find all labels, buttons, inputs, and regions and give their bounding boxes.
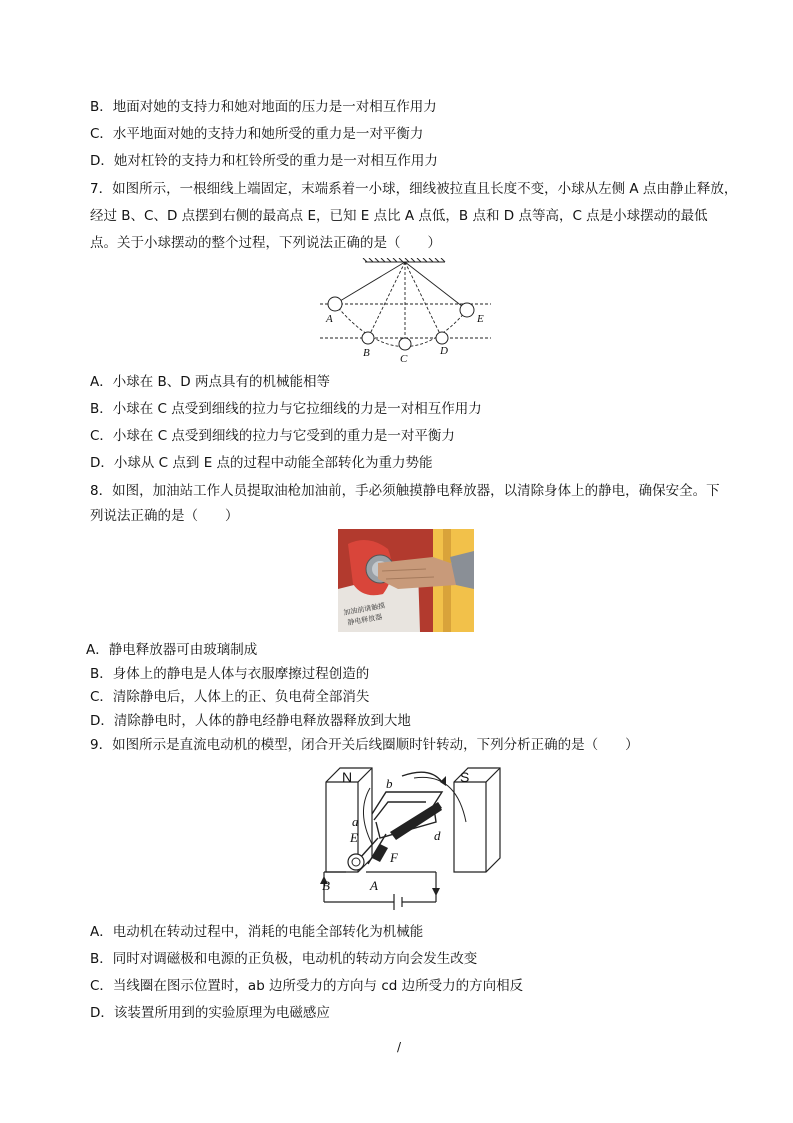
q6-option-d: D．她对杠铃的支持力和杠铃所受的重力是一对相互作用力 xyxy=(90,153,438,169)
q6-option-c: C．水平地面对她的支持力和她所受的重力是一对平衡力 xyxy=(90,126,424,142)
static-discharger-photo xyxy=(338,529,474,632)
pendulum-figure xyxy=(315,258,495,368)
q8-option-c: C．清除静电后，人体上的正、负电荷全部消失 xyxy=(90,689,370,705)
q8-stem-line2: 列说法正确的是（ ） xyxy=(90,508,239,524)
photo-caption-1: 加油前请触摸 xyxy=(342,601,386,617)
q9-option-c: C．当线圈在图示位置时，ab 边所受力的方向与 cd 边所受力的方向相反 xyxy=(90,978,524,994)
q7-stem-line3: 点。关于小球摆动的整个过程，下列说法正确的是（ ） xyxy=(90,235,441,251)
q6-option-b: B．地面对她的支持力和她对地面的压力是一对相互作用力 xyxy=(90,99,437,115)
q7-stem-line2: 经过 B、C、D 点摆到右侧的最高点 E，已知 E 点比 A 点低，B 点和 D 点等高，C 点是小球摆动的最低 xyxy=(90,208,708,224)
pendulum-label-b: B xyxy=(363,347,370,359)
motor-label-b: b xyxy=(386,776,393,791)
q7-stem-line1: 7．如图所示，一根细线上端固定，末端系着一小球，细线被拉直且长度不变，小球从左侧 A 点由静止释放， xyxy=(90,181,738,197)
motor-label-s: S xyxy=(460,769,470,785)
dc-motor-figure xyxy=(316,762,506,914)
q9-option-b: B．同时对调磁极和电源的正负极，电动机的转动方向会发生改变 xyxy=(90,951,478,967)
motor-label-brush-b: B xyxy=(322,878,330,893)
pendulum-label-a: A xyxy=(326,313,333,325)
q7-option-b: B．小球在 C 点受到细线的拉力与它拉细线的力是一对相互作用力 xyxy=(90,401,482,417)
pendulum-label-e: E xyxy=(477,313,484,325)
q8-option-b: B．身体上的静电是人体与衣服摩擦过程创造的 xyxy=(90,666,370,682)
q9-option-a: A．电动机在转动过程中，消耗的电能全部转化为机械能 xyxy=(90,924,424,940)
motor-label-e: E xyxy=(350,830,358,845)
motor-label-n: N xyxy=(342,769,353,785)
q8-option-d: D．清除静电时，人体的静电经静电释放器释放到大地 xyxy=(90,713,411,729)
photo-caption-2: 静电释放器 xyxy=(346,613,383,627)
motor-label-d: d xyxy=(434,828,441,843)
q7-option-d: D．小球从 C 点到 E 点的过程中动能全部转化为重力势能 xyxy=(90,455,433,471)
page-footer: / xyxy=(397,1040,402,1054)
pendulum-label-c: C xyxy=(400,353,408,365)
q9-stem: 9．如图所示是直流电动机的模型，闭合开关后线圈顺时针转动，下列分析正确的是（ ） xyxy=(90,737,639,753)
motor-label-f: F xyxy=(390,850,398,865)
motor-label-brush-a: A xyxy=(370,878,378,893)
q8-option-a: A．静电释放器可由玻璃制成 xyxy=(86,642,258,658)
q8-stem-line1: 8．如图，加油站工作人员提取油枪加油前，手必须触摸静电释放器，以清除身体上的静电，确保安全。下 xyxy=(90,483,720,499)
motor-label-a: a xyxy=(352,814,359,829)
q7-option-a: A．小球在 B、D 两点具有的机械能相等 xyxy=(90,374,330,390)
q7-option-c: C．小球在 C 点受到细线的拉力与它受到的重力是一对平衡力 xyxy=(90,428,455,444)
q9-option-d: D．该装置所用到的实验原理为电磁感应 xyxy=(90,1005,330,1021)
pendulum-label-d: D xyxy=(440,345,448,357)
